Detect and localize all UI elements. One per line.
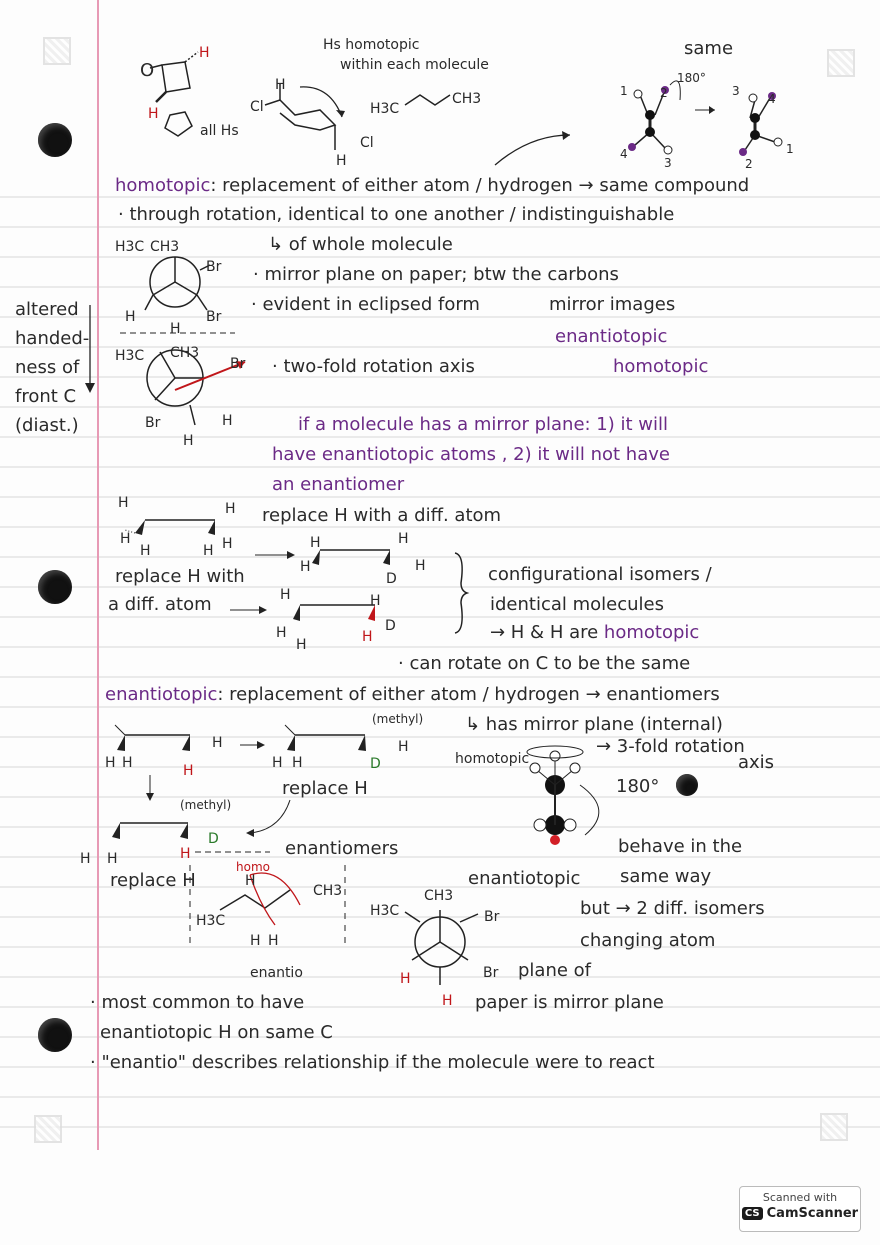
h-label: H bbox=[398, 739, 409, 755]
axis-label: axis bbox=[738, 752, 775, 773]
ch3-label: CH3 bbox=[313, 883, 343, 899]
down-arrow-icon bbox=[84, 305, 96, 395]
mirror-rule: have enantiotopic atoms , 2) it will not have bbox=[272, 444, 670, 465]
br-label: Br bbox=[484, 909, 500, 925]
h-label: H bbox=[148, 106, 159, 122]
d-label: D bbox=[370, 756, 381, 772]
mirror-images-label: mirror images bbox=[549, 294, 676, 315]
h-label: H bbox=[120, 531, 131, 547]
margin-line bbox=[97, 0, 99, 1150]
h-label: H bbox=[180, 846, 191, 862]
identical-note: identical molecules bbox=[490, 594, 664, 615]
h-label: H bbox=[276, 625, 287, 641]
h-label: H bbox=[275, 77, 286, 93]
h-label: H bbox=[415, 558, 426, 574]
position-number: 2 bbox=[660, 86, 668, 100]
position-number: 4 bbox=[768, 92, 776, 106]
camscanner-logo-icon: CS bbox=[742, 1207, 763, 1220]
replace-h-label: replace H bbox=[110, 870, 196, 891]
h3c-label: H3C bbox=[115, 239, 145, 255]
all-hs-label: all Hs bbox=[200, 123, 239, 139]
h-label: H bbox=[296, 637, 307, 653]
paper-mirror-note: paper is mirror plane bbox=[475, 992, 664, 1013]
h-label: H bbox=[336, 153, 347, 169]
h-label: H bbox=[107, 851, 118, 867]
homotopic-definition: homotopic: replacement of either atom / hydrogen → same compound bbox=[115, 175, 750, 196]
behave-note: behave in the bbox=[618, 836, 743, 857]
br-label: Br bbox=[206, 259, 222, 275]
mirror-rule: if a molecule has a mirror plane: 1) it will bbox=[298, 414, 669, 435]
ch3-label: CH3 bbox=[170, 345, 200, 361]
h-label: H bbox=[310, 535, 321, 551]
punch-hole bbox=[38, 123, 72, 157]
plane-note: plane of bbox=[518, 960, 592, 981]
behave-note: same way bbox=[620, 866, 712, 887]
cl-label: Cl bbox=[250, 99, 264, 115]
enantiotopic-definition: enantiotopic: replacement of either atom / hydrogen → enantiomers bbox=[105, 684, 720, 705]
enantio-label: enantio bbox=[250, 965, 303, 981]
h-label: H bbox=[80, 851, 91, 867]
ink-dot bbox=[676, 774, 698, 796]
whole-molecule-note: ↳ of whole molecule bbox=[268, 234, 453, 255]
oxygen-label: O bbox=[140, 60, 155, 81]
common-note: · most common to have bbox=[90, 992, 305, 1013]
three-fold-note: → 3-fold rotation bbox=[596, 736, 745, 757]
h-label: H bbox=[280, 587, 291, 603]
punch-hole bbox=[38, 1018, 72, 1052]
config-isomers-note: configurational isomers / bbox=[488, 564, 712, 585]
ball-stick-model bbox=[515, 740, 615, 870]
methyl-label: (methyl) bbox=[180, 798, 232, 812]
h-label: H bbox=[118, 495, 129, 511]
position-number: 4 bbox=[620, 147, 628, 161]
cl-label: Cl bbox=[360, 135, 374, 151]
replace-h-note: replace H with a diff. atom bbox=[262, 505, 502, 526]
h-label: H bbox=[199, 45, 210, 61]
h-label: H bbox=[125, 309, 136, 325]
position-number: 3 bbox=[732, 84, 740, 98]
h-label: H bbox=[183, 433, 194, 449]
position-number: 1 bbox=[786, 142, 794, 156]
angle-label: 180° bbox=[616, 776, 660, 797]
mirror-internal-note: ↳ has mirror plane (internal) bbox=[465, 714, 723, 735]
h3c-label: H3C bbox=[196, 913, 226, 929]
mirror-plane-note: · mirror plane on paper; btw the carbons bbox=[253, 264, 619, 285]
changing-atom-note: changing atom bbox=[580, 930, 716, 951]
d-label: D bbox=[385, 618, 396, 634]
ch3-label: CH3 bbox=[150, 239, 180, 255]
h-label: H bbox=[170, 321, 181, 337]
scan-marker-icon bbox=[34, 1115, 62, 1143]
br-label: Br bbox=[206, 309, 222, 325]
methyl-label: (methyl) bbox=[372, 712, 424, 726]
h-label: H bbox=[398, 531, 409, 547]
rotate-note: · can rotate on C to be the same bbox=[398, 653, 691, 674]
h3c-label: H3C bbox=[115, 348, 145, 364]
enantiotopic-label: enantiotopic bbox=[555, 326, 668, 347]
ch3-label: CH3 bbox=[424, 888, 454, 904]
camscanner-badge bbox=[739, 1186, 861, 1232]
br-label: Br bbox=[230, 356, 246, 372]
replace-h-note: replace H bbox=[282, 778, 368, 799]
br-label: Br bbox=[145, 415, 161, 431]
h-label: H bbox=[370, 593, 381, 609]
h-label: H bbox=[222, 536, 233, 552]
h-label: H bbox=[212, 735, 223, 751]
homo-label: homo bbox=[236, 860, 270, 874]
h-label: H bbox=[140, 543, 151, 559]
replace-h-left: replace H with bbox=[115, 566, 245, 587]
h-label: H bbox=[292, 755, 303, 771]
h-label: H bbox=[250, 933, 261, 949]
arrow-icon bbox=[490, 130, 580, 170]
h-label: H bbox=[362, 629, 373, 645]
same-label: same bbox=[684, 38, 734, 59]
ch3-label: CH3 bbox=[452, 91, 482, 107]
h-label: H bbox=[222, 413, 233, 429]
homotopic-label: homotopic bbox=[613, 356, 709, 377]
d-label: D bbox=[386, 571, 397, 587]
d-label: D bbox=[208, 831, 219, 847]
enantio-note: · "enantio" describes relationship if the molecule were to react bbox=[90, 1052, 655, 1073]
enantiotopic-label: enantiotopic bbox=[468, 868, 581, 889]
angle-label: 180° bbox=[677, 71, 706, 85]
h-label: H bbox=[183, 763, 194, 779]
within-molecule-label: within each molecule bbox=[340, 57, 489, 73]
mirror-rule: an enantiomer bbox=[272, 474, 405, 495]
h-label: H bbox=[122, 755, 133, 771]
rotation-bullet: · through rotation, identical to one another / indistinguishable bbox=[118, 204, 675, 225]
scan-marker-icon bbox=[820, 1113, 848, 1141]
scan-marker-icon bbox=[827, 49, 855, 77]
h-homotopic-note: → H & H are homotopic bbox=[490, 622, 700, 643]
br-label: Br bbox=[483, 965, 499, 981]
h-label: H bbox=[268, 933, 279, 949]
position-number: 2 bbox=[745, 157, 753, 171]
isomers-note: but → 2 diff. isomers bbox=[580, 898, 765, 919]
h-label: H bbox=[272, 755, 283, 771]
margin-note: altered handed- ness of front C (diast.) bbox=[15, 299, 90, 436]
h3c-label: H3C bbox=[370, 903, 400, 919]
h-label: H bbox=[442, 993, 453, 1009]
replace-h-left: a diff. atom bbox=[108, 594, 212, 615]
propane-chain bbox=[405, 90, 455, 115]
h3c-label: H3C bbox=[370, 101, 400, 117]
hs-homotopic-label: Hs homotopic bbox=[323, 37, 420, 53]
enantiomers-label: enantiomers bbox=[285, 838, 399, 859]
homotopic-label: homotopic bbox=[455, 751, 530, 767]
scanned-with-label: Scanned with bbox=[762, 1191, 838, 1204]
eclipsed-note: · evident in eclipsed form bbox=[251, 294, 480, 315]
scan-marker-icon bbox=[43, 37, 71, 65]
h-label: H bbox=[203, 543, 214, 559]
h-label: H bbox=[105, 755, 116, 771]
two-fold-note: · two-fold rotation axis bbox=[272, 356, 475, 377]
camscanner-name: CamScanner bbox=[766, 1206, 859, 1221]
h-label: H bbox=[400, 971, 411, 987]
common-note: enantiotopic H on same C bbox=[100, 1022, 333, 1043]
h-label: H bbox=[225, 501, 236, 517]
punch-hole bbox=[38, 570, 72, 604]
position-number: 3 bbox=[664, 156, 672, 170]
h-label: H bbox=[245, 873, 256, 889]
position-number: 1 bbox=[620, 84, 628, 98]
h-label: H bbox=[300, 559, 311, 575]
